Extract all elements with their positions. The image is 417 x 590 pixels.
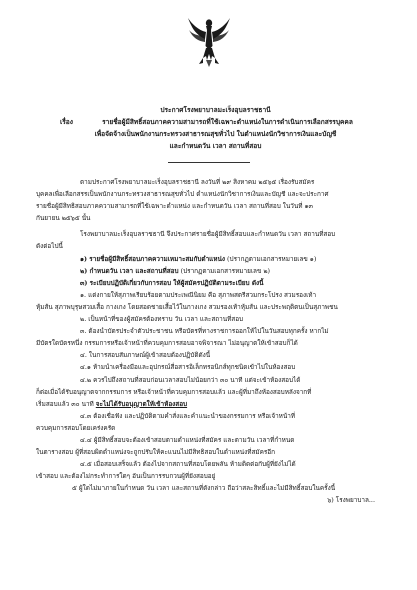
rule-4-2-line bbox=[36, 398, 387, 410]
rule-4-5-line: เข้าสอบ และต้องไม่กระทำการใดๆ อันเป็นการรบกวนผู้ที่ยังสอบอยู่ bbox=[36, 472, 216, 481]
rule-4-3-line: ๔.๓ ต้องเชื่อฟัง และปฏิบัติตามคำสั่งและคำแนะนำของกรรมการ หรือเจ้าหน้าที่ bbox=[80, 411, 296, 420]
item-2-note: (ปรากฏตามเอกสารหมายเลข ๒) bbox=[180, 266, 271, 275]
item-2 bbox=[36, 265, 387, 277]
item-3: ๓) ระเบียบปฏิบัติเกี่ยวกับการสอบ ให้ผู้สมัครปฏิบัติตามระเบียบ ดังนี้ bbox=[80, 278, 264, 287]
rule-4-4-line: ในตารางสอบ ผู้ที่สอบผิดตำแหน่งจะถูกปรับให้คะแนนไม่มีสิทธิสอบในตำแหน่งที่สมัครอีก bbox=[36, 448, 275, 457]
garuda-emblem-icon bbox=[186, 14, 232, 68]
item-2-label: ๒) กำหนดวัน เวลา และสถานที่สอบ bbox=[80, 266, 179, 275]
para1-line: ตามประกาศโรงพยาบาลมะเร็งอุบลราชธานี ลงวันที่ ๒๙ สิงหาคม ๒๕๖๕ เรื่องรับสมัคร bbox=[80, 178, 315, 186]
rule-4-2-emphasis: จะไม่ได้รับอนุญาตให้เข้าห้องสอบ bbox=[95, 399, 188, 408]
subject-line-2: เพื่อจัดจ้างเป็นพนักงานกระทรวงสาธารณสุขทั่วไป ในตำแหน่งนักวิชาการเงินและบัญชี bbox=[94, 130, 337, 138]
para1-line: กันยายน ๒๕๖๕ นั้น bbox=[36, 214, 91, 223]
rule-4-2-text: เริ่มสอบแล้ว ๓๐ นาที bbox=[36, 399, 94, 408]
para2-line: ดังต่อไปนี้ bbox=[36, 242, 63, 251]
next-page-marker: ๖) โรงพยาบาล... bbox=[327, 496, 375, 505]
subject-text-1: รายชื่อผู้มีสิทธิ์สอบภาคความสามารถที่ใช้เฉพาะตำแหน่งในการดำเนินการเลือกสรรบุคคล bbox=[102, 118, 353, 126]
item-1-note: (ปรากฏตามเอกสารหมายเลข ๑) bbox=[227, 254, 317, 263]
rule-3-line: มีบัตรใดบัตรหนึ่ง กรรมการหรือเจ้าหน้าที่ควบคุมการสอบอาจพิจารณา ไม่อนุญาตให้เข้าสอบก็ได้ bbox=[36, 339, 298, 348]
rule-4-3-line: ควบคุมการสอบโดยเคร่งครัด bbox=[36, 423, 116, 432]
rule-5: ๕ ผู้ใดไม่มาภายในกำหนด วัน เวลา และสถานที่ดังกล่าว ถือว่าสละสิทธิ์และไม่มีสิทธิ์สอบในครั้งนี้ bbox=[72, 484, 336, 493]
rule-3-line: ๓. ต้องนำบัตรประจำตัวประชาชน หรือบัตรที่ทางราชการออกให้ไปในวันสอบทุกครั้ง หากไม่ bbox=[80, 327, 329, 336]
announcement-body bbox=[36, 176, 387, 507]
header-divider bbox=[168, 162, 250, 163]
para2-line: โรงพยาบาลมะเร็งอุบลราชธานี จึงประกาศรายชื่อผู้มีสิทธิ์สอบและกำหนดวัน เวลา สถานที่สอบ bbox=[80, 230, 336, 239]
rule-4-2-line: ๔.๒ ควรไปถึงสถานที่สอบก่อนเวลาสอบไม่น้อยกว่า ๓๐ นาที แต่จะเข้าห้องสอบได้ bbox=[80, 375, 301, 384]
item-1 bbox=[36, 253, 387, 265]
rule-4-1: ๔.๑ ห้ามนำเครื่องมือและอุปกรณ์สื่อสารอิเล็กทรอนิกส์ทุกชนิดเข้าไปในห้องสอบ bbox=[80, 363, 296, 372]
item-1-label: ๑) รายชื่อผู้มีสิทธิ์สอบภาคความเหมาะสมกับตำแหน่ง bbox=[80, 254, 225, 263]
rule-2: ๒. เป็นหน้าที่ของผู้สมัครต้องทราบ วัน เวลา และสถานที่สอบ bbox=[80, 315, 244, 324]
rule-4: ๔. ในการสอบสัมภาษณ์ผู้เข้าสอบต้องปฏิบัติดังนี้ bbox=[80, 351, 211, 360]
para1-line: บุคคลเพื่อเลือกสรรเป็นพนักงานกระทรวงสาธารณสุขทั่วไป ตำแหน่งนักวิชาการเงินและบัญชี และจะประกาศ bbox=[36, 190, 329, 199]
rule-4-4-line: ๔.๔ ผู้มีสิทธิ์สอบจะต้องเข้าสอบตามตำแหน่งที่สมัคร และตามวัน เวลาที่กำหนด bbox=[80, 435, 295, 444]
subject-line-1 bbox=[44, 116, 387, 128]
subject-line-3: และกำหนดวัน เวลา สถานที่สอบ bbox=[169, 142, 262, 150]
rule-1-line: ๑. แต่งกายให้สุภาพเรียบร้อยตามประเพณีนิยม คือ สุภาพสตรีสวมกระโปรง สวมรองเท้า bbox=[80, 290, 317, 299]
rule-4-5-line: ๔.๕ เมื่อสอบเสร็จแล้ว ต้องไปจากสถานที่สอบโดยพลัน ห้ามติดต่อกับผู้ที่ยังไม่ได้ bbox=[80, 460, 296, 469]
rule-1-line: หุ้มส้น สุภาพบุรุษสวมเสื้อ กางเกง โดยสอดชายเสื้อไว้ในกางเกง สวมรองเท้าหุ้มส้น และประพฤติตนเป็นสุภาพชน bbox=[36, 302, 338, 311]
rule-4-2-line: ก็ต่อเมื่อได้รับอนุญาตจากกรรมการ หรือเจ้าหน้าที่ควบคุมการสอบแล้ว และผู้ที่มาถึงห้องสอบหลังจากที่ bbox=[36, 387, 312, 396]
subject-label: เรื่อง bbox=[60, 118, 73, 126]
announcement-title: ประกาศโรงพยาบาลมะเร็งอุบลราชธานี bbox=[160, 106, 271, 114]
announcement-header bbox=[44, 104, 387, 152]
para1-line: รายชื่อผู้มีสิทธิสอบภาคความสามารถที่ใช้เฉพาะตำแหน่ง และกำหนดวัน เวลา สถานที่สอบ ในวันที่ ๑๓ bbox=[36, 202, 313, 211]
